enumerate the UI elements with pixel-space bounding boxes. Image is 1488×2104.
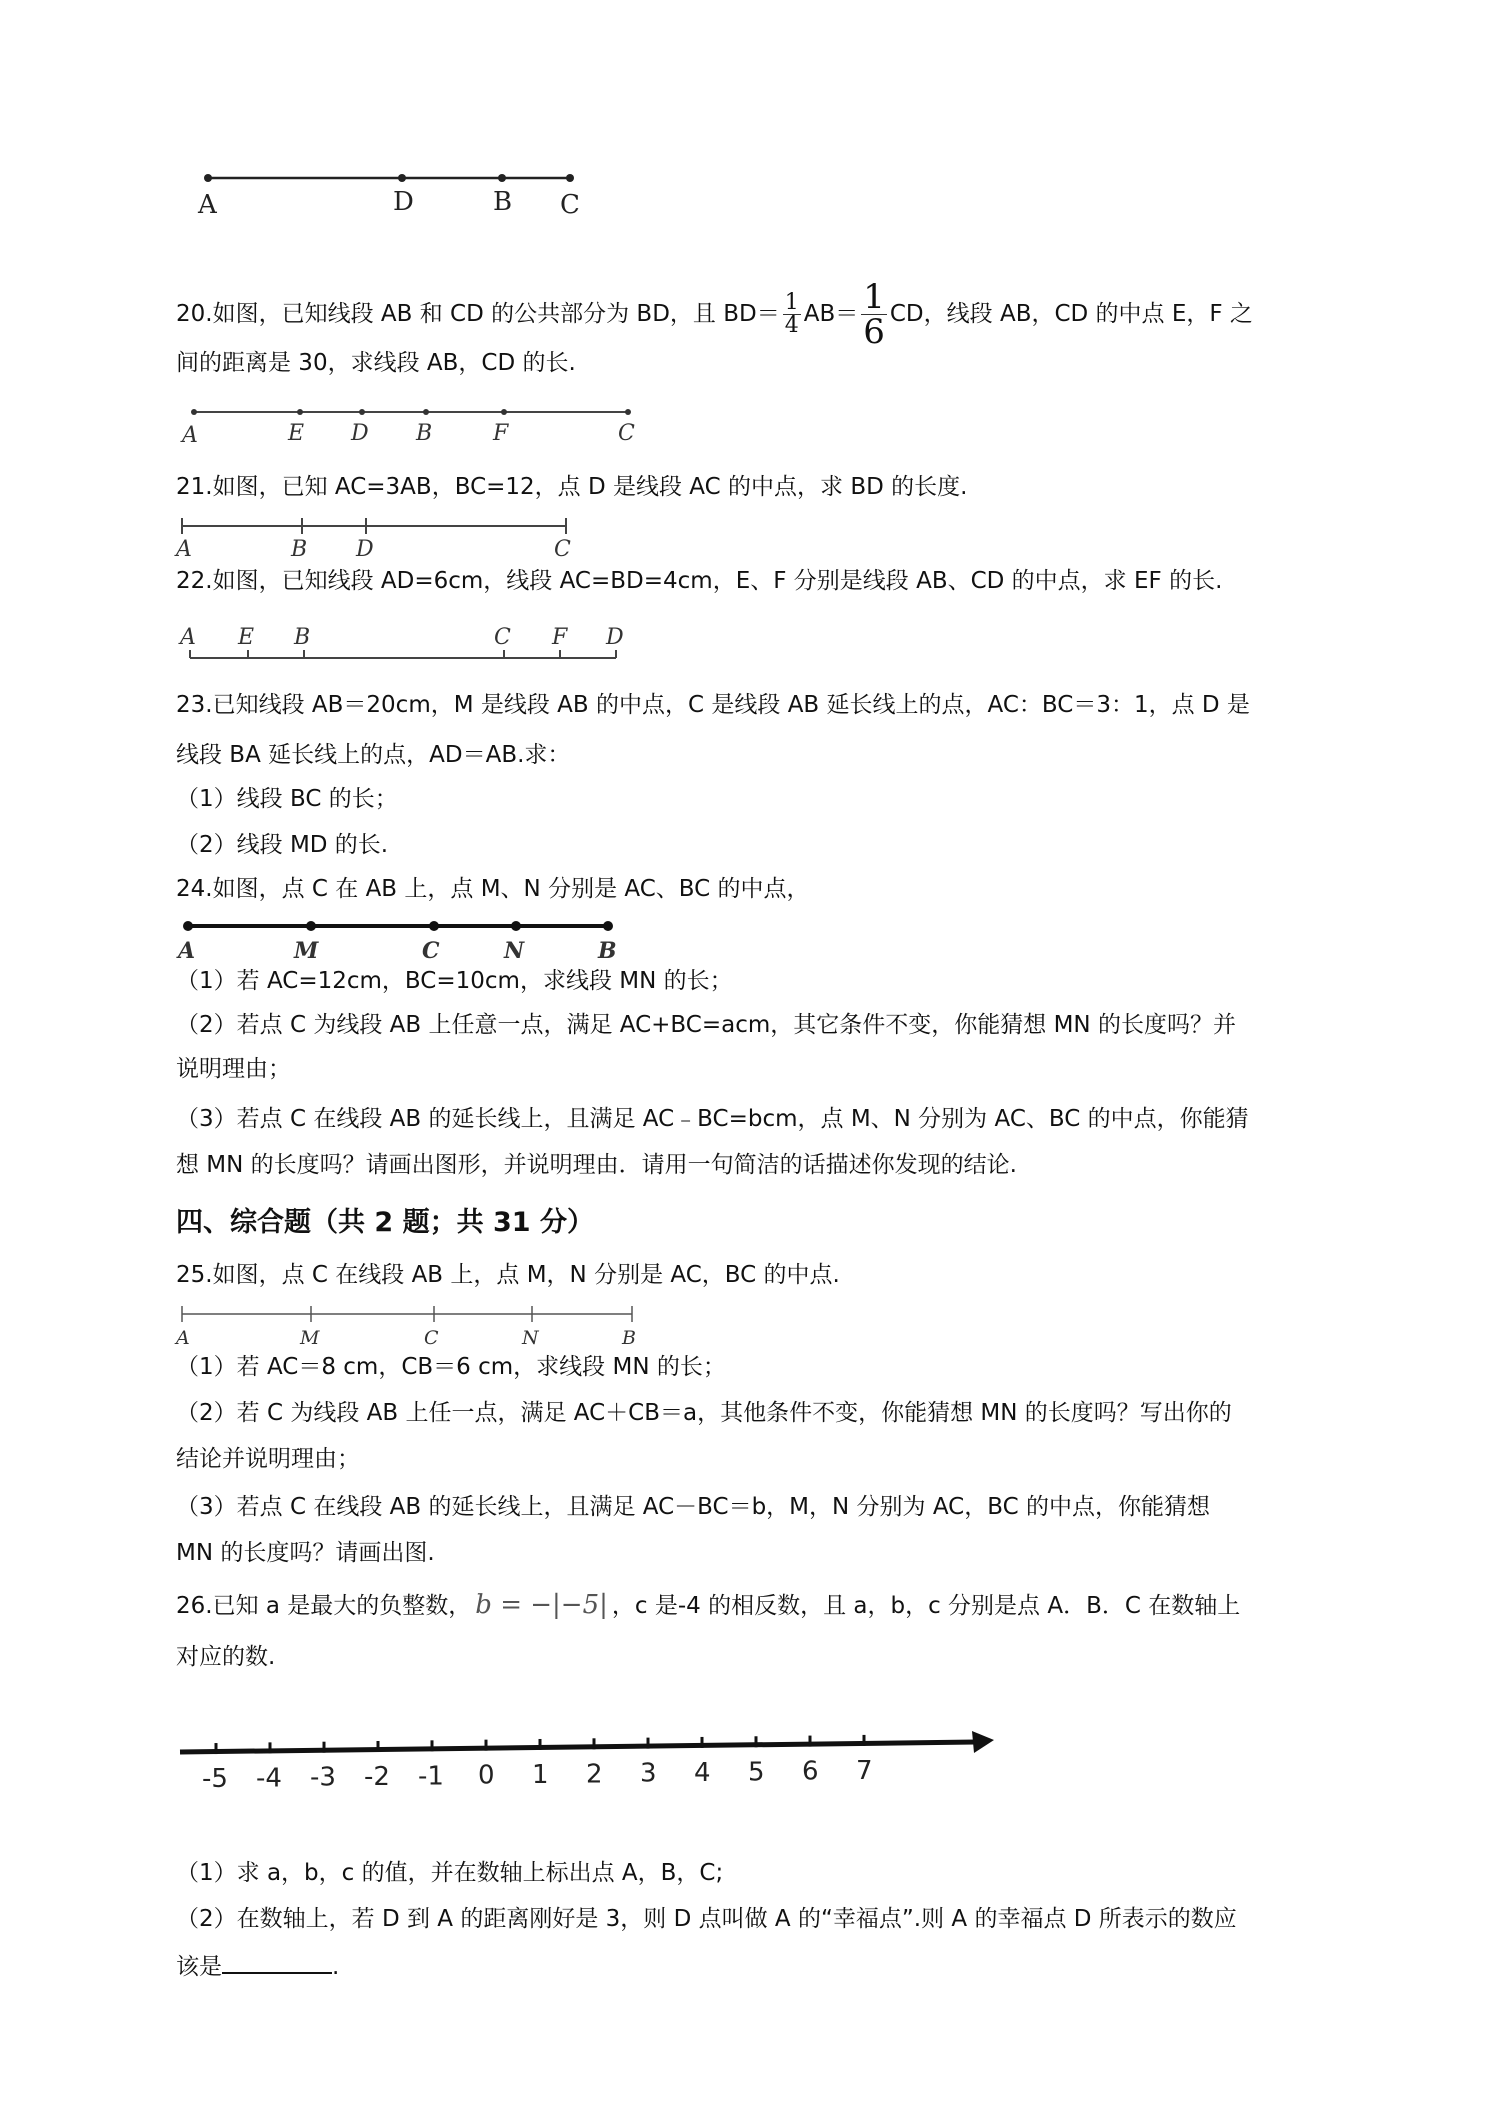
question-25-sub3-line2: MN 的长度吗？请画出图. — [176, 1540, 435, 1566]
point-label: F — [552, 625, 568, 650]
point-label: A — [198, 190, 217, 220]
axis-tick-label: 1 — [532, 1759, 549, 1790]
point-label: B — [598, 938, 617, 964]
point-label: D — [606, 625, 624, 650]
q20-text-b: AB＝ — [803, 301, 859, 327]
point-label: C — [424, 1327, 439, 1349]
q20-text-a: 20.如图，已知线段 AB 和 CD 的公共部分为 BD，且 BD＝ — [176, 301, 780, 327]
q26-sub2-end: . — [332, 1954, 340, 1980]
point-label: D — [393, 187, 414, 217]
question-20-text — [176, 277, 1326, 352]
q26-text-a: 26.已知 a 是最大的负整数， — [176, 1593, 472, 1619]
fraction-one-quarter — [783, 292, 801, 337]
point-label: B — [493, 187, 513, 217]
question-25-sub1: （1）若 AC＝8 cm，CB＝6 cm，求线段 MN 的长； — [176, 1354, 726, 1380]
point-label: F — [493, 421, 509, 446]
question-23-line1: 23.已知线段 AB＝20cm，M 是线段 AB 的中点，C 是线段 AB 延长线上的点，AC：BC＝3：1，点 D 是 — [176, 692, 1250, 718]
point-label: B — [294, 625, 311, 650]
formula-b: b = −|−5| — [475, 1590, 608, 1620]
question-26-sub1: （1）求 a，b，c 的值，并在数轴上标出点 A，B，C; — [176, 1860, 724, 1886]
axis-tick-label: 0 — [478, 1760, 495, 1791]
axis-tick-label: 3 — [640, 1758, 657, 1789]
q26-sub2-prefix: 该是 — [176, 1954, 222, 1980]
question-23-line2: 线段 BA 延长线上的点，AD＝AB.求： — [176, 742, 571, 768]
question-21-text: 21.如图，已知 AC=3AB，BC=12，点 D 是线段 AC 的中点，求 BD 的长度. — [176, 474, 968, 500]
question-26-line2: 对应的数. — [176, 1644, 276, 1670]
segment-figure-q21 — [176, 514, 586, 560]
axis-tick-label: -5 — [202, 1764, 228, 1795]
point-label: B — [291, 537, 308, 562]
question-25-sub2-line2: 结论并说明理由； — [176, 1446, 360, 1472]
point-label: E — [238, 625, 255, 650]
point-label: A — [176, 1327, 190, 1349]
question-26-sub2-line1: （2）在数轴上，若 D 到 A 的距离刚好是 3，则 D 点叫做 A 的“幸福点”.则 A 的幸福点 D 所表示的数应 — [176, 1906, 1237, 1932]
axis-tick-label: -2 — [364, 1762, 390, 1793]
point-label: A — [178, 938, 196, 964]
point-label: A — [176, 537, 192, 562]
question-24-sub2-line2: 说明理由； — [176, 1056, 291, 1082]
section-heading: 四、综合题（共 2 题；共 31 分） — [176, 1207, 594, 1238]
question-25-text: 25.如图，点 C 在线段 AB 上，点 M，N 分别是 AC，BC 的中点. — [176, 1262, 840, 1288]
point-label: M — [294, 938, 319, 964]
fraction-numerator: 1 — [784, 290, 799, 315]
question-24-sub1: （1）若 AC=12cm，BC=10cm，求线段 MN 的长； — [176, 968, 733, 994]
axis-tick-label: 7 — [856, 1755, 873, 1786]
fraction-one-sixth — [861, 277, 887, 352]
point-label: C — [422, 938, 440, 964]
segment-figure-q22 — [176, 620, 636, 670]
axis-tick-label: -1 — [418, 1761, 444, 1792]
question-25-sub3-line1: （3）若点 C 在线段 AB 的延长线上，且满足 AC－BC＝b，M，N 分别为 AC，BC 的中点，你能猜想 — [176, 1494, 1210, 1520]
fraction-numerator: 1 — [863, 277, 885, 317]
question-24-text: 24.如图，点 C 在 AB 上，点 M、N 分别是 AC、BC 的中点， — [176, 876, 810, 902]
question-24-sub3-line1: （3）若点 C 在线段 AB 的延长线上，且满足 AC﹣BC=bcm，点 M、N 分别为 AC、BC 的中点，你能猜 — [176, 1106, 1249, 1132]
point-label: M — [300, 1327, 320, 1349]
question-26-sub2-line2 — [176, 1950, 1326, 1982]
number-line-figure — [176, 1728, 1006, 1808]
axis-tick-label: 5 — [748, 1757, 765, 1788]
point-label: C — [494, 625, 511, 650]
q26-text-b: ，c 是-4 的相反数，且 a，b，c 分别是点 A．B．C 在数轴上 — [611, 1593, 1241, 1619]
point-label: B — [416, 421, 433, 446]
fraction-denominator: 6 — [863, 312, 885, 352]
point-label: N — [522, 1327, 539, 1349]
segment-figure-q24 — [176, 914, 636, 964]
question-22-text: 22.如图，已知线段 AD=6cm，线段 AC=BD=4cm，E、F 分别是线段 AB、CD 的中点，求 EF 的长. — [176, 568, 1223, 594]
question-25-sub2-line1: （2）若 C 为线段 AB 上任一点，满足 AC＋CB＝a，其他条件不变，你能猜想 MN 的长度吗？写出你的 — [176, 1400, 1232, 1426]
axis-tick-label: 2 — [586, 1759, 603, 1790]
answer-blank[interactable] — [222, 1950, 332, 1974]
point-label: C — [618, 421, 635, 446]
point-label: C — [554, 537, 571, 562]
segment-figure-q20 — [178, 400, 648, 450]
point-label: B — [622, 1327, 636, 1349]
segment-figure-q25 — [176, 1302, 646, 1350]
fraction-denominator: 4 — [784, 313, 799, 338]
question-26-text — [176, 1590, 1326, 1621]
axis-tick-label: -3 — [310, 1762, 336, 1793]
question-24-sub3-line2: 想 MN 的长度吗？请画出图形，并说明理由．请用一句简洁的话描述你发现的结论. — [176, 1152, 1017, 1178]
point-label: C — [560, 190, 580, 220]
point-label: A — [180, 625, 196, 650]
question-23-sub1: （1）线段 BC 的长； — [176, 786, 398, 812]
axis-tick-label: -4 — [256, 1763, 282, 1794]
question-23-sub2: （2）线段 MD 的长. — [176, 832, 389, 858]
question-20-line2: 间的距离是 30，求线段 AB，CD 的长. — [176, 350, 576, 376]
point-label: D — [351, 421, 369, 446]
axis-tick-label: 6 — [802, 1756, 819, 1787]
question-24-sub2-line1: （2）若点 C 为线段 AB 上任意一点，满足 AC+BC=acm，其它条件不变，你能猜想 MN 的长度吗？并 — [176, 1012, 1236, 1038]
point-label: D — [356, 537, 374, 562]
axis-tick-label: 4 — [694, 1757, 711, 1788]
point-label: A — [182, 423, 198, 448]
segment-figure-q19 — [190, 165, 610, 225]
point-label: E — [288, 421, 305, 446]
q20-text-c: CD，线段 AB，CD 的中点 E，F 之 — [889, 301, 1253, 327]
point-label: N — [504, 938, 525, 964]
